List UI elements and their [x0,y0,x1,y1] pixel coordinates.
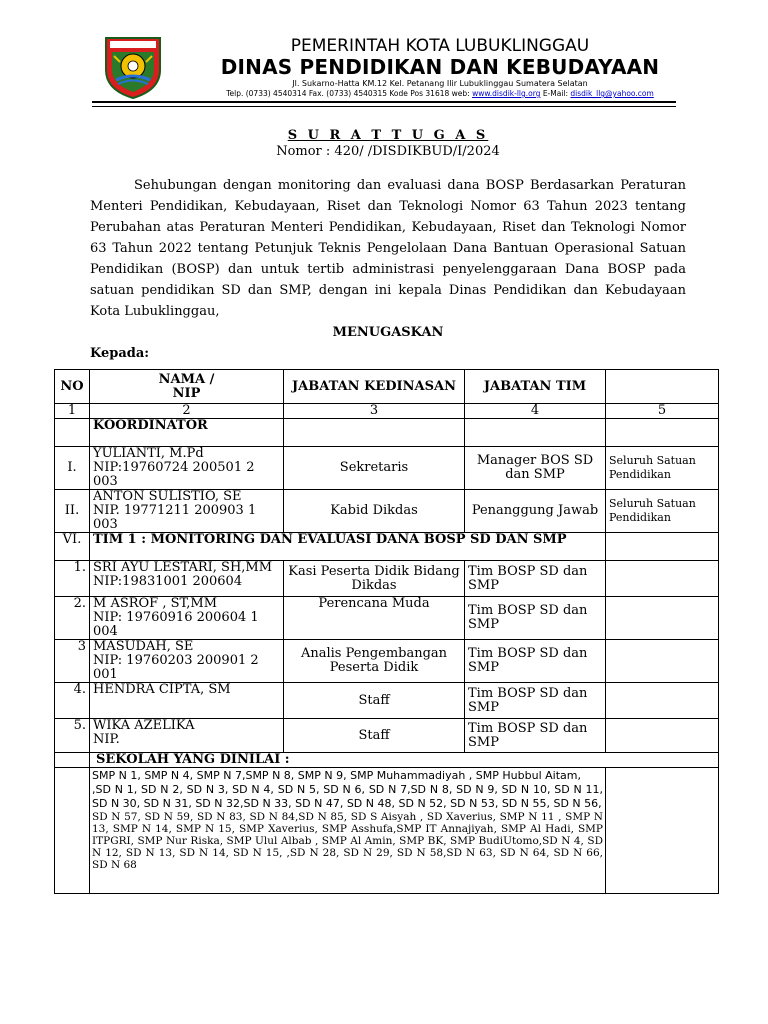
table-row [55,447,719,490]
name-nip-cell [90,561,284,597]
header-nama-nip [90,370,284,404]
name-nip-cell [90,490,284,533]
name-nip-cell [90,597,284,640]
row-no: I. [55,447,90,490]
empty-cell [606,597,719,640]
col-number: 3 [284,404,465,419]
header-jabatan-kedinasan: JABATAN KEDINASAN [284,370,465,404]
person-name: SRI AYU LESTARI, SH,MM [93,560,273,575]
keterangan: Seluruh Satuan Pendidikan [606,490,719,533]
empty-cell [55,768,90,894]
tim1-label: TIM 1 : MONITORING DAN EVALUASI DANA BOSP SD DAN SMP [90,533,606,561]
name-nip-cell [90,447,284,490]
empty-cell [606,768,719,894]
jabatan-kedinasan: Sekretaris [284,447,465,490]
jabatan-tim: Tim BOSP SD dan SMP [465,719,606,753]
menugaskan-heading: MENUGASKAN [332,325,444,340]
letterhead-government: PEMERINTAH KOTA LUBUKLINGGAU [290,36,590,56]
person-nip: NIP. 19771211 200903 1 003 [93,503,257,532]
header-nip: NIP [172,385,201,401]
row-no: II. [55,490,90,533]
header-jabatan-tim: JABATAN TIM [465,370,606,404]
empty-cell [606,561,719,597]
schools-group-2: ,SD N 1, SD N 2, SD N 3, SD N 4, SD N 5, SD N 6, SD N 7,SD N 8, SD N 9, SD N 10, SD N 11, SD N 30, SD N 31, SD N 32,SD N 33, SD N 47, SD N 48, SD N 52, SD N 53, SD N 55, SD N 56, [92,783,603,810]
col-number: 5 [606,404,719,419]
letterhead-rule-thick [92,101,676,103]
empty-cell [606,683,719,719]
person-name: HENDRA CIPTA, SM [93,682,231,697]
column-number-row [55,404,719,419]
document-number: Nomor : 420/ /DISDIKBUD/I/2024 [276,144,500,159]
email-label: E-Mail: [540,89,571,98]
empty-cell [606,719,719,753]
table-row [55,561,719,597]
person-name: ANTON SULISTIO, SE [93,489,242,504]
empty-cell [284,419,465,447]
person-nip: NIP. [93,732,120,747]
jabatan-kedinasan: Perencana Muda [284,597,465,640]
row-no: 4. [55,683,90,719]
empty-cell [606,533,719,561]
letterhead-rule-thin [92,106,676,107]
jabatan-tim: Manager BOS SD dan SMP [465,447,606,490]
jabatan-tim: Tim BOSP SD dan SMP [465,683,606,719]
empty-cell [606,640,719,683]
person-nip: NIP:19831001 200604 [93,574,243,589]
assignment-table [54,369,719,894]
letterhead-contact [180,89,700,98]
email-link[interactable]: disdik_llg@yahoo.com [570,89,654,98]
person-name: M ASROF , ST,MM [93,596,218,611]
name-nip-cell [90,719,284,753]
row-no: 1. [55,561,90,597]
person-nip: NIP: 19760203 200901 2 001 [93,653,259,682]
table-row [55,597,719,640]
koordinator-row [55,419,719,447]
jabatan-kedinasan: Staff [284,683,465,719]
body-paragraph: Sehubungan dengan monitoring dan evaluasi dana BOSP Berdasarkan Peraturan Menteri Pendidikan, Kebudayaan, Riset dan Teknologi Nomor 63 Tahun 2023 tentang Perubahan atas Peraturan Menteri Pendidikan, Kebudayaan, Riset dan Teknologi Nomor 63 Tahun 2022 tentang Petunjuk Teknis Pengelolaan Dana Bantuan Operasional Satuan Pendidikan (BOSP) dan untuk tertib administrasi penyelenggaraan Dana BOSP pada satuan pendidikan SD dan SMP, dengan ini kepala Dinas Pendidikan dan Kebudayaan Kota Lubuklinggau, [90,178,686,319]
table-row [55,683,719,719]
koordinator-label: KOORDINATOR [90,419,284,447]
empty-cell [55,753,90,768]
keterangan: Seluruh Satuan Pendidikan [606,447,719,490]
table-row [55,640,719,683]
schools-group-3: SD N 57, SD N 59, SD N 83, SD N 84,SD N 85, SD S Aisyah , SD Xaverius, SMP N 11 , SMP N 13, SMP N 14, SMP N 15, SMP Xaverius, SMP Asshufa,SMP IT Annajiyah, SMP Al Hadi, SMP ITPGRI, SMP Nur Riska, SMP Ulul Albab , SMP Al Amin, SMP BK, SMP BudiUtomo,SD N 4, SD N 12, SD N 13, SD N 14, SD N 15, ,SD N 28, SD N 29, SD N 58,SD N 63, SD N 64, SD N 66, SD N 68 [92,811,603,871]
name-nip-cell [90,640,284,683]
city-logo [100,34,166,100]
empty-cell [606,419,719,447]
tim1-row [55,533,719,561]
jabatan-kedinasan: Staff [284,719,465,753]
jabatan-kedinasan: Kabid Dikdas [284,490,465,533]
sekolah-header-row [55,753,719,768]
letterhead-address: Jl. Sukarno-Hatta KM.12 Kel. Petanang Ilir Lubuklinggau Sumatera Selatan [292,79,588,88]
web-link[interactable]: www.disdik-llg.org [472,89,541,98]
table-row [55,490,719,533]
header-row [55,370,719,404]
sekolah-label: SEKOLAH YANG DINILAI : [90,753,719,768]
schools-group-1: SMP N 1, SMP N 4, SMP N 7,SMP N 8, SMP N 9, SMP Muhammadiyah , SMP Hubbul Aitam, [92,769,581,782]
header-keterangan [606,370,719,404]
schools-row [55,768,719,894]
person-nip: NIP:19760724 200501 2 003 [93,460,255,489]
jabatan-kedinasan: Analis Pengembangan Peserta Didik [284,640,465,683]
schools-list [90,768,606,894]
person-name: YULIANTI, M.Pd [93,446,204,461]
jabatan-kedinasan: Kasi Peserta Didik Bidang Dikdas [284,561,465,597]
row-no: 2. [55,597,90,640]
person-name: WIKA AZELIKA [93,718,195,733]
letterhead-agency: DINAS PENDIDIKAN DAN KEBUDAYAAN [220,55,660,79]
table-row [55,719,719,753]
empty-cell [465,419,606,447]
row-no: VI. [55,533,90,561]
kepada-label: Kepada: [90,346,150,361]
row-no: 5. [55,719,90,753]
row-no: 3 [55,640,90,683]
name-nip-cell [90,683,284,719]
col-number: 2 [90,404,284,419]
col-number: 4 [465,404,606,419]
jabatan-tim: Tim BOSP SD dan SMP [465,640,606,683]
empty-cell [55,419,90,447]
jabatan-tim: Tim BOSP SD dan SMP [465,561,606,597]
jabatan-tim: Penanggung Jawab [465,490,606,533]
jabatan-tim: Tim BOSP SD dan SMP [465,597,606,640]
header-no: NO [55,370,90,404]
col-number: 1 [55,404,90,419]
contact-text: Telp. (0733) 4540314 Fax. (0733) 4540315 Kode Pos 31618 web: [226,89,473,98]
person-nip: NIP: 19760916 200604 1 004 [93,610,259,639]
person-name: MASUDAH, SE [93,639,194,654]
document-title: S U R A T T U G A S [287,128,489,143]
header-nama: NAMA / [158,371,215,387]
